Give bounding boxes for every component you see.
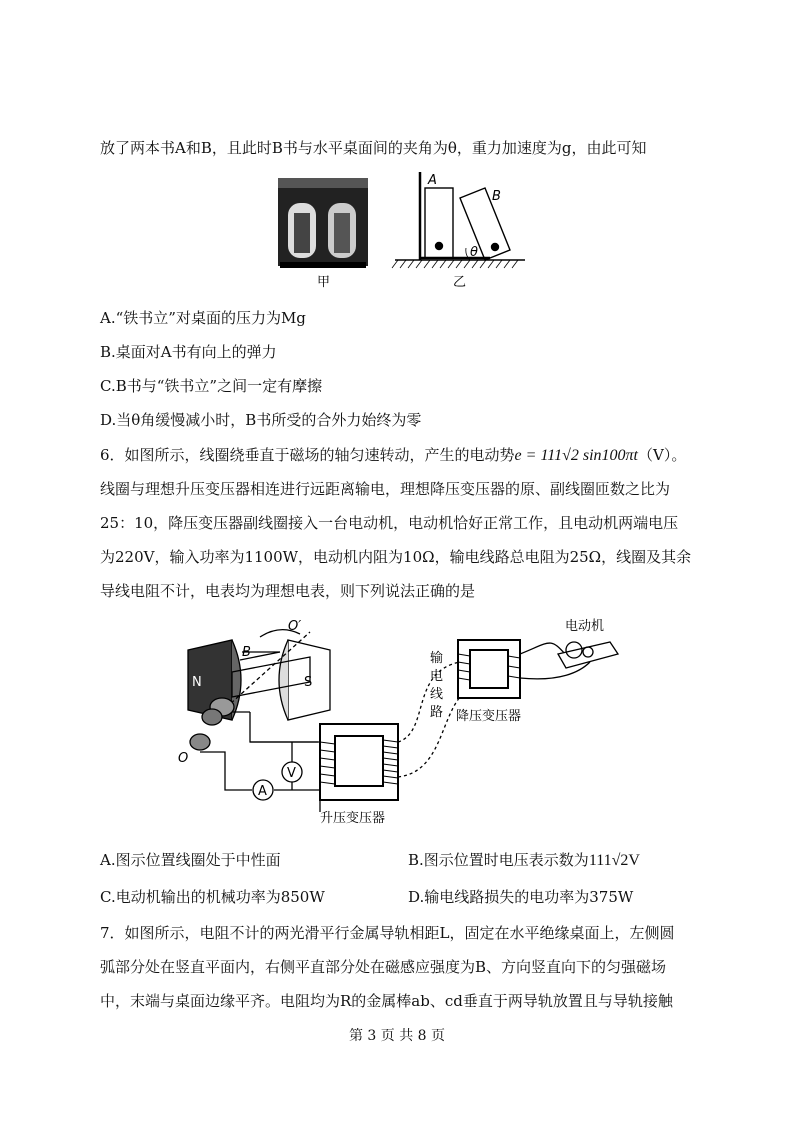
label-b: B	[492, 189, 501, 204]
label-line-2: 电	[430, 669, 444, 684]
q6-option-b: B.图示位置时电压表示数为111√2V	[408, 851, 640, 869]
label-n: N	[192, 675, 202, 690]
label-motor: 电动机	[565, 619, 605, 634]
q6-option-c: C.电动机输出的机械功率为850W	[100, 888, 325, 906]
label-b-field: B	[242, 645, 251, 660]
emf-formula: e = 111√2 sin100πt	[514, 447, 638, 464]
page-footer: 第 3 页 共 8 页	[348, 1028, 446, 1044]
q6-line2: 线圈与理想升压变压器相连进行远距离输电，理想降压变压器的原、副线圈匝数之比为	[100, 480, 671, 498]
q6-line1: 6．如图所示，线圈绕垂直于磁场的轴匀速转动，产生的电动势e = 111√2 sin100πt（V）。	[100, 446, 687, 464]
q7-line3: 中，末端与桌面边缘平齐。电阻均为R的金属棒ab、cd垂直于两导轨放置且与导轨接触	[100, 992, 673, 1010]
q5-option-a: A.“铁书立”对桌面的压力为Mg	[100, 309, 306, 327]
q5-option-d: D.当θ角缓慢减小时，B书所受的合外力始终为零	[100, 411, 422, 429]
bookend-photo	[278, 178, 368, 268]
label-theta: θ	[470, 245, 478, 260]
label-a: A	[428, 173, 437, 188]
label-o-prime: O′	[288, 619, 302, 634]
q5-option-b: B.桌面对A书有向上的弹力	[100, 343, 277, 361]
caption-yi: 乙	[453, 275, 467, 290]
bookend-diagram	[392, 172, 525, 268]
label-step-down: 降压变压器	[456, 709, 522, 724]
label-line-1: 输	[430, 651, 444, 666]
label-line-4: 路	[430, 705, 444, 720]
q6-option-d: D.输电线路损失的电功率为375W	[408, 888, 634, 906]
q5-option-c: C.B书与“铁书立”之间一定有摩擦	[100, 377, 323, 395]
q6-line5: 导线电阻不计，电表均为理想电表，则下列说法正确的是	[100, 582, 476, 600]
intro-line: 放了两本书A和B，且此时B书与水平桌面间的夹角为θ，重力加速度为g，由此可知	[100, 139, 647, 157]
q7-line2: 弧部分处在竖直平面内，右侧平直部分处在磁感应强度为B、方向竖直向下的匀强磁场	[100, 958, 667, 976]
voltmeter-label: V	[287, 766, 296, 781]
q6-line4: 为220V，输入功率为1100W，电动机内阻为10Ω，输电线路总电阻为25Ω，线圈及其余	[100, 548, 692, 566]
label-step-up: 升压变压器	[320, 811, 386, 826]
ammeter-label: A	[258, 784, 267, 799]
label-o: O	[178, 751, 189, 766]
q6-option-a: A.图示位置线圈处于中性面	[100, 851, 281, 869]
figure-power-transmission	[170, 612, 630, 832]
q6-line3: 25：10，降压变压器副线圈接入一台电动机，电动机恰好正常工作，且电动机两端电压	[100, 514, 679, 532]
q7-line1: 7．如图所示，电阻不计的两光滑平行金属导轨相距L，固定在水平绝缘桌面上，左侧圆	[100, 924, 675, 942]
figure-bookends	[270, 168, 530, 293]
label-s: S	[304, 675, 313, 690]
caption-jia: 甲	[317, 275, 331, 290]
label-line-3: 线	[430, 687, 444, 702]
